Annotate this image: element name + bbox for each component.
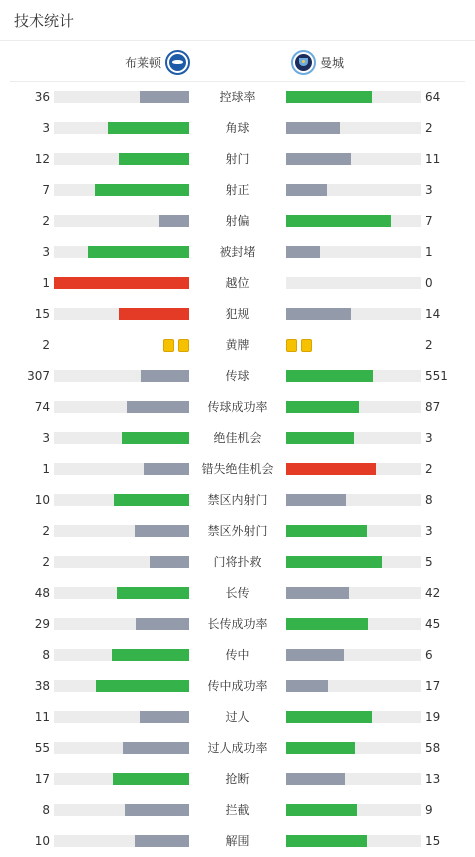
stat-row	[0, 392, 475, 423]
away-stat-bar-track	[286, 525, 421, 537]
stat-row	[0, 485, 475, 516]
stat-label: 射偏	[225, 214, 250, 228]
home-stat-bar	[150, 556, 189, 568]
home-team-name: 布莱顿	[124, 55, 161, 70]
away-stat-bar	[286, 246, 320, 258]
stat-label: 传球成功率	[207, 400, 268, 414]
home-stat-bar	[114, 494, 189, 506]
stat-row	[0, 733, 475, 764]
away-stat-bar-track	[286, 711, 421, 723]
away-stat-bar-track	[286, 742, 421, 754]
home-stat-bar	[125, 804, 189, 816]
stat-label: 禁区内射门	[207, 493, 268, 507]
home-stat-bar	[113, 773, 190, 785]
home-stat-bar	[122, 432, 190, 444]
yellow-card-icon	[178, 339, 189, 352]
away-stat-bar	[286, 618, 368, 630]
home-stat-bar	[108, 122, 189, 134]
home-stat-value: 17	[34, 772, 50, 786]
away-stat-bar	[286, 711, 372, 723]
home-stat-value: 10	[34, 493, 50, 507]
stat-label: 门将扑救	[213, 555, 262, 569]
home-stat-value: 36	[34, 90, 50, 104]
home-stat-bar-track	[54, 804, 189, 816]
away-stat-bar	[286, 153, 351, 165]
stat-row	[0, 144, 475, 175]
stat-row	[0, 113, 475, 144]
home-stat-bar	[119, 308, 189, 320]
home-stat-bar-track	[54, 308, 189, 320]
away-stat-value: 13	[425, 772, 441, 786]
away-stat-bar-track	[286, 804, 421, 816]
away-stat-bar	[286, 91, 372, 103]
away-stat-bar-track	[286, 401, 421, 413]
home-stat-bar-track	[54, 432, 189, 444]
home-stat-value: 10	[34, 834, 50, 848]
home-stat-bar	[119, 153, 189, 165]
away-stat-bar-track	[286, 91, 421, 103]
home-stat-bar	[140, 711, 190, 723]
away-stat-bar	[286, 122, 340, 134]
home-stat-bar	[123, 742, 189, 754]
away-stat-value: 7	[425, 214, 433, 228]
home-stat-value: 307	[27, 369, 50, 383]
away-stat-value: 2	[425, 462, 433, 476]
home-stat-bar-track	[54, 649, 189, 661]
home-stat-value: 12	[34, 152, 50, 166]
home-stat-bar-track	[54, 463, 189, 475]
stat-label: 拦截	[225, 803, 250, 817]
home-stat-bar	[88, 246, 189, 258]
stat-label: 传中	[225, 648, 250, 662]
stat-label: 抢断	[225, 772, 250, 786]
brighton-crest-icon	[165, 50, 190, 75]
stat-row	[0, 795, 475, 826]
stat-label: 过人成功率	[207, 741, 268, 755]
home-stat-bar	[136, 618, 189, 630]
home-stat-bar-track	[54, 277, 189, 289]
away-stat-bar	[286, 525, 367, 537]
away-stat-value: 2	[425, 338, 433, 352]
stat-label: 禁区外射门	[207, 524, 268, 538]
stat-row	[0, 237, 475, 268]
away-stat-value: 1	[425, 245, 433, 259]
away-stat-bar	[286, 773, 345, 785]
home-stat-bar	[144, 463, 189, 475]
team-header	[0, 41, 475, 82]
away-stat-bar	[286, 370, 373, 382]
yellow-card-icon	[286, 339, 297, 352]
home-stat-bar	[112, 649, 189, 661]
away-stat-bar-track	[286, 432, 421, 444]
away-stat-value: 6	[425, 648, 433, 662]
home-stat-bar-track	[54, 773, 189, 785]
away-stat-bar-track	[286, 277, 421, 289]
away-team-name: 曼城	[320, 55, 345, 70]
away-stat-bar-track	[286, 246, 421, 258]
stat-row	[0, 702, 475, 733]
stat-row	[0, 330, 475, 361]
home-stat-value: 2	[42, 524, 50, 538]
stat-row	[0, 516, 475, 547]
away-stat-value: 9	[425, 803, 433, 817]
away-stat-bar	[286, 184, 327, 196]
home-team[interactable]	[121, 49, 190, 75]
away-stat-value: 0	[425, 276, 433, 290]
away-stat-value: 8	[425, 493, 433, 507]
away-stat-bar-track	[286, 153, 421, 165]
home-stat-value: 74	[34, 400, 50, 414]
stat-label: 射门	[225, 152, 250, 166]
away-stat-bar-track	[286, 463, 421, 475]
away-stat-bar	[286, 742, 355, 754]
away-stat-value: 42	[425, 586, 441, 600]
away-stat-value: 45	[425, 617, 441, 631]
stat-row	[0, 268, 475, 299]
away-stat-value: 551	[425, 369, 448, 383]
home-stat-bar	[140, 91, 189, 103]
home-stat-value: 8	[42, 803, 50, 817]
away-stat-bar-track	[286, 370, 421, 382]
yellow-card-icon	[301, 339, 312, 352]
home-stat-bar-track	[54, 370, 189, 382]
home-stat-bar-track	[54, 184, 189, 196]
away-stat-bar-track	[286, 618, 421, 630]
stat-label: 传中成功率	[207, 679, 268, 693]
home-stat-bar	[95, 184, 190, 196]
stat-row	[0, 547, 475, 578]
stat-row	[0, 82, 475, 113]
stat-label: 长传成功率	[207, 617, 268, 631]
home-stat-value: 3	[42, 431, 50, 445]
home-stat-value: 8	[42, 648, 50, 662]
home-stat-bar-track	[54, 91, 189, 103]
away-stat-bar-track	[286, 649, 421, 661]
away-stat-bar-track	[286, 215, 421, 227]
away-stat-bar	[286, 680, 328, 692]
home-stat-bar-track	[54, 618, 189, 630]
home-stat-bar	[117, 587, 189, 599]
away-stat-bar	[286, 649, 344, 661]
stat-label: 过人	[225, 710, 250, 724]
home-stat-value: 48	[34, 586, 50, 600]
stat-row	[0, 671, 475, 702]
home-stat-bar	[127, 401, 189, 413]
stat-row	[0, 826, 475, 857]
home-stat-bar-track	[54, 401, 189, 413]
home-stat-bar-track	[54, 525, 189, 537]
stat-label: 错失绝佳机会	[201, 462, 274, 476]
away-stat-value: 15	[425, 834, 441, 848]
home-stat-value: 55	[34, 741, 50, 755]
away-stat-value: 3	[425, 183, 433, 197]
stat-label: 射正	[225, 183, 250, 197]
stat-label: 控球率	[219, 90, 256, 104]
home-yellow-cards	[163, 339, 189, 352]
page-title: 技术统计	[14, 12, 75, 30]
home-stat-bar-track	[54, 494, 189, 506]
home-stat-value: 29	[34, 617, 50, 631]
home-stat-value: 2	[42, 338, 50, 352]
away-stat-bar	[286, 556, 382, 568]
away-stat-value: 64	[425, 90, 441, 104]
stat-label: 解围	[225, 834, 250, 848]
stat-label: 角球	[225, 121, 250, 135]
home-stat-value: 2	[42, 555, 50, 569]
stat-label: 犯规	[225, 307, 250, 321]
away-stat-bar-track	[286, 184, 421, 196]
away-stat-bar-track	[286, 680, 421, 692]
home-stat-value: 15	[34, 307, 50, 321]
away-stat-value: 17	[425, 679, 441, 693]
home-stat-bar-track	[54, 742, 189, 754]
home-stat-bar-track	[54, 153, 189, 165]
away-stat-bar	[286, 463, 376, 475]
home-stat-bar-track	[54, 587, 189, 599]
home-stat-bar-track	[54, 711, 189, 723]
yellow-card-icon	[163, 339, 174, 352]
away-stat-value: 87	[425, 400, 441, 414]
home-stat-value: 7	[42, 183, 50, 197]
away-team[interactable]	[291, 49, 348, 75]
away-stat-bar	[286, 215, 391, 227]
away-stat-value: 19	[425, 710, 441, 724]
away-stat-value: 5	[425, 555, 433, 569]
away-stat-bar	[286, 401, 359, 413]
home-stat-bar-track	[54, 122, 189, 134]
home-stat-value: 2	[42, 214, 50, 228]
home-stat-value: 1	[42, 276, 50, 290]
home-stat-bar	[141, 370, 189, 382]
home-stat-bar-track	[54, 215, 189, 227]
stat-label: 长传	[225, 586, 250, 600]
away-stat-bar	[286, 835, 367, 847]
away-stat-bar	[286, 494, 346, 506]
home-stat-value: 1	[42, 462, 50, 476]
away-stat-bar-track	[286, 773, 421, 785]
away-stat-bar	[286, 308, 351, 320]
away-stat-bar-track	[286, 308, 421, 320]
home-stat-bar-track	[54, 556, 189, 568]
stat-row	[0, 299, 475, 330]
stat-label: 越位	[225, 276, 250, 290]
away-stat-bar-track	[286, 835, 421, 847]
stat-label: 传球	[225, 369, 250, 383]
home-stat-bar-track	[54, 680, 189, 692]
away-stat-value: 58	[425, 741, 441, 755]
home-stat-value: 38	[34, 679, 50, 693]
home-stat-bar	[96, 680, 189, 692]
home-stat-bar-track	[54, 246, 189, 258]
stat-label: 黄牌	[225, 338, 250, 352]
home-stat-bar-track	[54, 835, 189, 847]
away-stat-bar-track	[286, 587, 421, 599]
away-stat-value: 14	[425, 307, 441, 321]
home-stat-bar	[135, 835, 189, 847]
away-stat-value: 3	[425, 524, 433, 538]
stat-row	[0, 578, 475, 609]
stat-row	[0, 609, 475, 640]
stat-label: 被封堵	[219, 245, 256, 259]
away-stat-bar-track	[286, 494, 421, 506]
home-stat-bar	[135, 525, 189, 537]
away-yellow-cards	[286, 339, 312, 352]
stat-row	[0, 454, 475, 485]
home-stat-value: 3	[42, 121, 50, 135]
stat-row	[0, 423, 475, 454]
away-stat-value: 3	[425, 431, 433, 445]
away-stat-bar-track	[286, 556, 421, 568]
stat-label: 绝佳机会	[213, 431, 262, 445]
home-stat-bar	[159, 215, 189, 227]
stat-row	[0, 175, 475, 206]
home-stat-value: 3	[42, 245, 50, 259]
away-stat-bar	[286, 587, 349, 599]
away-stat-bar	[286, 804, 357, 816]
stat-row	[0, 361, 475, 392]
away-stat-value: 11	[425, 152, 441, 166]
stat-row	[0, 764, 475, 795]
away-stat-bar-track	[286, 122, 421, 134]
away-stat-bar	[286, 432, 354, 444]
stat-row	[0, 640, 475, 671]
home-stat-bar	[54, 277, 189, 289]
away-stat-value: 2	[425, 121, 433, 135]
header	[0, 0, 475, 41]
man-city-crest-icon	[291, 50, 316, 75]
stat-row	[0, 206, 475, 237]
home-stat-value: 11	[34, 710, 50, 724]
